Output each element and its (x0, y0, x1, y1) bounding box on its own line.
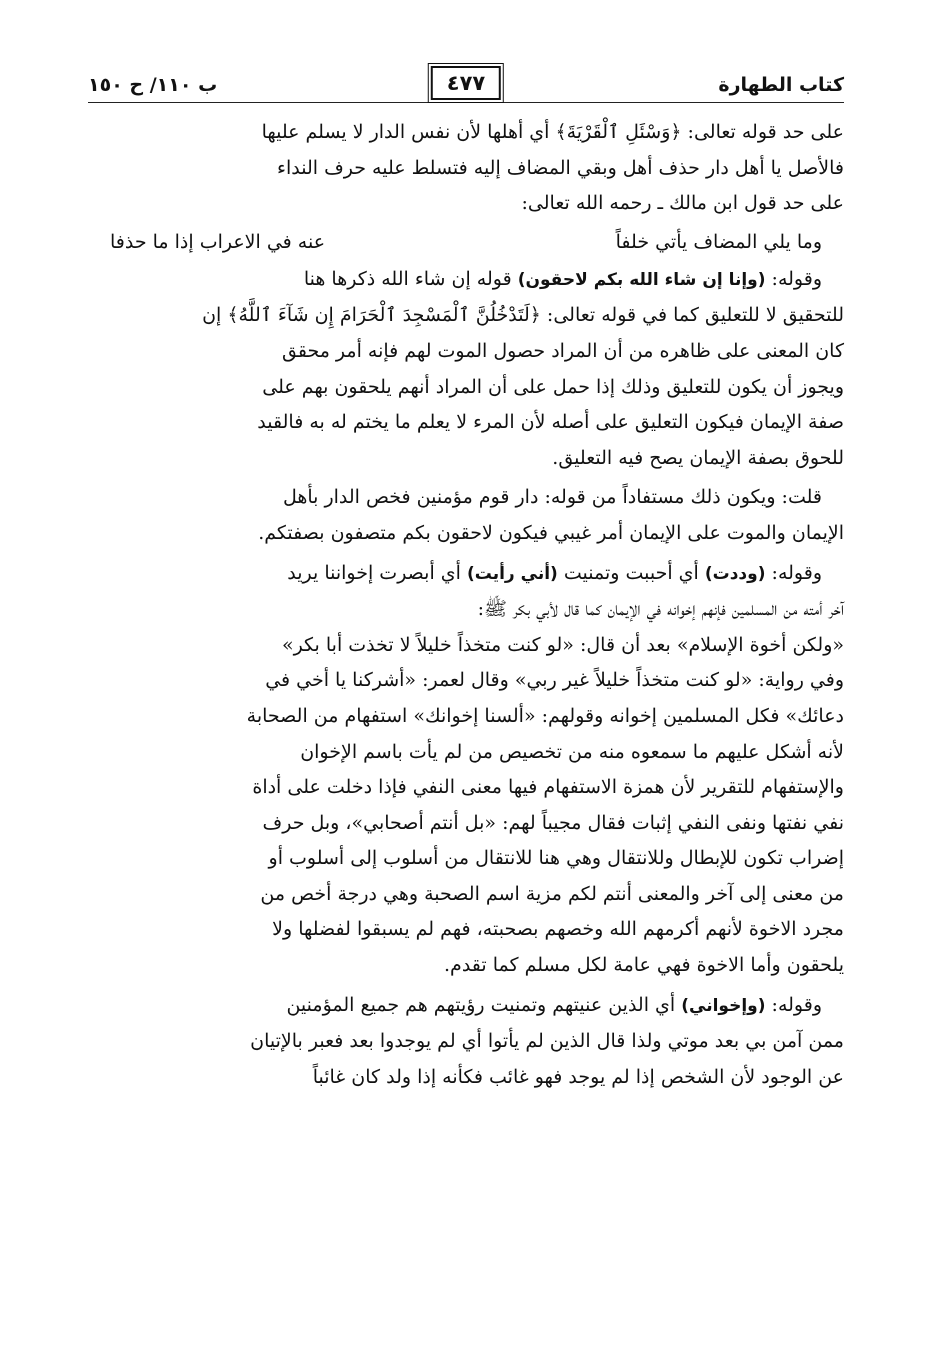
page-header (88, 52, 844, 103)
text-run: قوله إن شاء الله ذكرها هنا (303, 267, 518, 290)
text-line: «ولكن أخوة الإسلام» بعد أن قال: «لو كنت متخذاً خليلاً لا تخذت أبا بكر» (281, 633, 844, 656)
text-line: الإيمان والموت على الإيمان أمر غيبي فيكون لاحقون بكم متصفون بصفتكم. (258, 521, 844, 544)
text-line: من معنى إلى آخر والمعنى أنتم لكم مزية اسم الصحبة وهي درجة أخص من (260, 882, 844, 905)
text-line: ويجوز أن يكون للتعليق وذلك إذا حمل على أن المراد أنهم يلحقون بهم على (262, 375, 844, 398)
paragraph-line (88, 262, 844, 299)
paragraph-line: قلت: ويكون ذلك مستفاداً من قوله: دار قوم مؤمنين فخص الدار بأهل (282, 486, 822, 509)
hadith-quote: (وإخواني) (681, 995, 766, 1016)
text-line: فالأصل يا أهل دار حذف أهل وبقي المضاف إليه فتسلط عليه حرف النداء (277, 156, 844, 179)
text-line: للتحقيق لا للتعليق كما في قوله تعالى: ﴿لَتَدْخُلُنَّ ٱلْمَسْجِدَ ٱلْحَرَامَ إِن شَآءَ ٱللَّهُ﴾ إن (202, 304, 844, 327)
paragraph-line (88, 556, 844, 593)
text-line: يلحقون وأما الاخوة فهي عامة لكل مسلم كما تقدم. (444, 954, 844, 977)
text-line: صفة الإيمان فيكون التعليق على أصله لأن المرء لا يعلم ما يختم له به فالقيد (257, 411, 844, 434)
text-run: أي أحببت وتمنيت (557, 561, 705, 584)
poetry-verse (88, 222, 844, 262)
paragraph-line (88, 988, 844, 1025)
book-page (88, 52, 844, 1312)
hadith-quote: (وإنا إن شاء الله بكم لاحقون) (517, 269, 766, 290)
text-run: أي أبصرت إخواننا يريد (287, 561, 467, 584)
text-line: نفي نفتها ونفى النفي إثبات فقال مجيباً لهم: «بل أنتم أصحابي»، وبل حرف (262, 811, 844, 834)
text-line: كان المعنى على ظاهره من أن المراد حصول الموت لهم فإنه أمر محقق (281, 339, 844, 362)
text-run: وقوله: (765, 561, 822, 584)
verse-second-hemistich: عنه في الاعراب إذا ما حذفا (110, 230, 326, 253)
text-line: دعائك» فكل المسلمين إخوانه وقولهم: «ألسنا إخوانك» استفهام من الصحابة (246, 704, 844, 727)
text-line: إضراب تكون للإبطال وللانتقال وهي هنا للانتقال من أسلوب إلى أسلوب أو (268, 847, 844, 870)
verse-first-hemistich: وما يلي المضاف يأتي خلفاً (615, 230, 822, 253)
text-line: مجرد الاخوة لأنهم أكرمهم الله وخصهم بصحبته، فهم لم يسبقوا لفضلها ولا (272, 918, 844, 941)
text-line: والإستفهام للتقرير لأن همزة الاستفهام فيها معنى النفي فإذا دخلت على أداة (252, 776, 844, 799)
text-run: وقوله: (765, 993, 822, 1016)
text-line: على حد قوله تعالى: ﴿وَسْئَلِ ٱلْقَرْيَةَ﴾ أي أهلها لأن نفس الدار لا يسلم عليها (261, 121, 844, 143)
text-line: ممن آمن بي بعد موتي ولذا قال الذين لم يأتوا أي لم يوجدوا بعد فعبر بالإتيان (250, 1030, 844, 1053)
text-line: على حد قول ابن مالك ـ رحمه الله تعالى: (521, 192, 844, 215)
text-run: أي الذين عنيتهم وتمنيت رؤيتهم هم جميع المؤمنين (286, 993, 682, 1016)
hadith-quote: (وددت) (704, 563, 766, 584)
text-line: آخر أمته من المسلمين فإنهم إخوانه في الإيمان كما قال لأبي بكر ﷺ: (477, 598, 844, 621)
page-body (88, 115, 844, 1095)
text-line: لأنه أشكل عليهم ما سمعوه منه من تخصيص من لم يأت باسم الإخوان (300, 740, 844, 763)
text-run: وقوله: (765, 267, 822, 290)
text-line: وفي رواية: «لو كنت متخذاً خليلاً غير ربي» وقال لعمر: «أشركنا يا أخي في (265, 669, 844, 692)
text-line: للحوق بصفة الإيمان يصح فيه التعليق. (552, 446, 844, 469)
book-title: كتاب الطهارة (718, 74, 844, 96)
hadith-quote: (أني رأيت) (466, 563, 558, 584)
hadith-reference: ب ١١٠/ ح ١٥٠ (88, 74, 218, 96)
page-number-box: ٤٧٧ (431, 66, 501, 100)
text-line: عن الوجود لأن الشخص إذا لم يوجد فهو غائب فكأنه إذا ولد كان غائباً (312, 1065, 844, 1088)
